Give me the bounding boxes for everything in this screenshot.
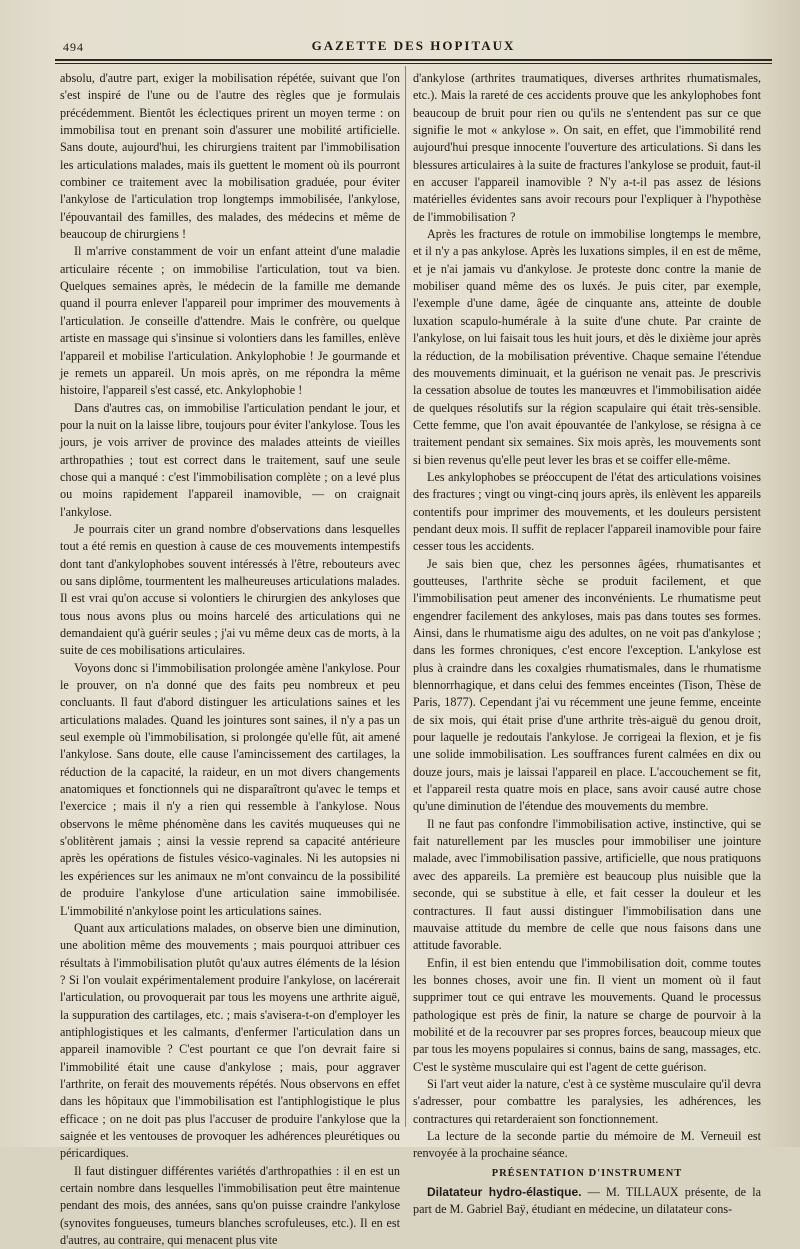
- page-number: 494: [63, 40, 84, 54]
- header-rule: [55, 59, 772, 64]
- paragraph: Il faut distinguer différentes variétés d'arthropathies : il en est un certain nombre dans lesquelles l'immobilisation peut être maintenue pendant des mois, des années, sans qu'on puisse craindre l'ankylose (synovites fongueuses, tumeurs blanches scrofuleuses, etc.). Il en est d'autres, au contraire, qui menacent plus vite: [60, 1163, 400, 1248]
- entry-author: M. TILLAUX: [605, 1185, 679, 1199]
- paragraph: d'ankylose (arthrites traumatiques, diverses arthrites rhumatismales, etc.). Mais la rareté de ces accidents prouve que les ankylophobes font beaucoup de bruit pour rien ou qu'ils ne s'entendent pas sur ce que signifie le mot « ankylose ». On sait, en effet, que l'immobilité rend aujourd'hui presque innocente l'ouverture des articulations. Si dans les blessures articulaires à la suite de fractures l'ankylose se produit, faut-il en accuser l'appareil inamovible ? N'y a-t-il pas assez de lésions matérielles évidentes sans avoir recours pour l'expliquer à l'hypothèse de l'immobilisation ?: [413, 71, 761, 224]
- column-divider: [405, 66, 406, 1127]
- section-heading: PRÉSENTATION D'INSTRUMENT: [491, 1167, 683, 1179]
- paragraph: Je pourrais citer un grand nombre d'observations dans lesquelles tout a été remis en question à cause de ces mouvements intempestifs dont tant d'ankylophobes souvent intéressés à l'être, rebouteurs avec ou sans diplôme, tourmentent les malheureuses articulations malades. Il est vrai qu'on accuse si volontiers le chirurgien des ankyloses que tous nous avons plus ou moins harcelé des articulations qui ne demandaient qu'à guérir seules ; j'ai vu même deux cas de morts, à la suite de ces mobilisations articulaires.: [60, 521, 400, 658]
- entry-text: présente, de la part de M. Gabriel Baÿ, étudiant en médecine, un dilatateur cons-: [413, 1185, 762, 1217]
- paragraph: Après les fractures de rotule on immobilise longtemps le membre, et il n'y a pas ankylose. Après les luxations simples, il en est de même, et je n'ai jamais vu d'ankylose. Je proteste donc contre la manie de mobiliser quand même des os luxés. Je puis citer, par exemple, l'exemple d'une dame, âgée de cinquante ans, atteinte de double luxation scapulo-humérale à la suite d'une chute. Par crainte de l'ankylose, on lui faisait tous les huit jours, et dès le dixième jour après la réduction, de la mobilisation préventive. Chaque semaine l'étendue des mouvements diminuait, et la guérison ne venait pas. Je prescrivis la cessation absolue de toutes les manœuvres et l'immobilisation aidée de quelques résolutifs sur la région scapulaire qui était très-sensible. Cette femme, que l'on avait épouvantée de l'ankylose, se résigna à ce traitement pendant six semaines. Six mois après, les mouvements sont si bien revenus qu'elle peut lever les bras et se coiffer elle-même.: [413, 227, 761, 467]
- paragraph: absolu, d'autre part, exiger la mobilisation répétée, suivant que l'on s'est inspiré de l'une ou de l'autre des règles que je formulais précédemment. Bientôt les éclectiques prirent un moyen terme : on immobilisa tout en prenant soin d'assurer une mobilité artificielle. Sans doute, aujourd'hui, les chirurgiens traitent par l'immobilisation les articulations malades, mais ils guettent le moment où ils pourront combiner ce traitement avec la mobilisation graduée, pour éviter l'ankylose de l'articulation trop longtemps immobilisée, l'ankylose, l'épouvantail des familles, des malades, des médecins et même de beaucoup de chirurgiens !: [60, 71, 400, 242]
- paragraph: Il ne faut pas confondre l'immobilisation active, instinctive, qui se fait naturellement par les muscles pour immobiliser une jointure malade, avec l'immobilisation passive, artificielle, que nous pratiquons avec des appareils. La première est beaucoup plus nuisible que la seconde, qui se substitue à elle, et fait cesser la douleur et les contractures. Il faut aussi distinguer l'immobilisation dans une mauvaise attitude du membre de celle que nous faisons dans une attitude favorable.: [413, 816, 761, 953]
- page-header: [55, 34, 772, 58]
- paragraph: Les ankylophobes se préoccupent de l'état des articulations voisines des fractures ; vingt ou vingt-cinq jours après, ils enlèvent les appareils contentifs pour imprimer des mouvements, et les douleurs persistent pendant deux mois. Il suffit de replacer l'appareil inamovible pour faire cesser tous les accidents.: [413, 469, 761, 554]
- paragraph: La lecture de la seconde partie du mémoire de M. Verneuil est renvoyée à la prochaine séance.: [413, 1128, 761, 1161]
- paragraph: Dans d'autres cas, on immobilise l'articulation pendant le jour, et pour la nuit on la laisse libre, toujours pour éviter l'ankylose. Tous les jours, je vois arriver de province des malades atteints de vieilles arthropathies ; tout est correct dans le traitement, sauf une seule chose qui a manqué : c'est l'immobilisation complète ; on a levé plus ou moins rapidement l'appareil inamovible, — on craignait l'ankylose.: [60, 400, 400, 519]
- paragraph: Il m'arrive constamment de voir un enfant atteint d'une maladie articulaire récente ; on immobilise l'articulation, tout va bien. Quelques semaines après, le médecin de la famille me demande quand il pourra enlever l'appareil pour imprimer des mouvements à l'articulation. Je conseille d'attendre. Mais le confrère, ou quelque artiste en massage qui s'insinue si volontiers dans les familles, enlève l'appareil et mobilise l'articulation. Ankylophobie ! Je gourmande et je remets un appareil. Un mois après, on me répondra la même histoire, l'appareil s'est cassé, etc. Ankylophobie !: [60, 244, 400, 398]
- left-column: [60, 70, 400, 1248]
- paragraph: Si l'art veut aider la nature, c'est à ce système musculaire qu'il devra s'adresser, pour combattre les paralysies, les adhérences, les contractures qui retarderaient son fonctionnement.: [413, 1076, 761, 1126]
- paragraph: Enfin, il est bien entendu que l'immobilisation doit, comme toutes les bonnes choses, avoir une fin. Il vient un moment où il faut supprimer tout ce qui entrave les mouvements. Quand le processus pathologique est près de finir, la nature se charge de pourvoir à la mobilité et de la recouvrer par ses propres forces, beaucoup mieux que par tous les moyens populaires si connus, bains de sang, massages, etc. C'est le système musculaire qui est l'agent de cette guérison.: [413, 955, 761, 1074]
- paragraph: Je sais bien que, chez les personnes âgées, rhumatisantes et goutteuses, l'arthrite sèche se produit facilement, et que l'immobilisation peut amener des inconvénients. Le rhumatisme peut engendrer facilement des ankyloses, mais pas dans toutes ses formes. Ainsi, dans le rhumatisme aigu des adultes, on ne voit pas d'ankylose ; dans les formes chroniques, c'est encore l'exception. L'ankylose est plus à craindre dans les coxalgies rhumatismales, dans le rhumatisme blennorrhagique, et dans celui des femmes enceintes (Tison, Thèse de Paris, 1877). Cependant j'ai vu récemment une jeune femme, enceinte de six mois, qui était prise d'une arthrite très-aiguë du genou droit, pour laquelle je redoutais l'ankylose. Je corrigeai la flexion, et je fis une solide immobilisation. Les souffrances furent calmées en dix ou douze jours, mais je laissai l'appareil en place. L'accouchement se fit, et l'appareil resta quatre mois en place, sans avoir causé autre chose qu'une diminution de l'étendue des mouvements du membre.: [413, 556, 761, 814]
- running-title: GAZETTE DES HOPITAUX: [311, 38, 516, 53]
- entry-title: Dilatateur hydro-élastique.: [427, 1185, 582, 1199]
- paragraph: Voyons donc si l'immobilisation prolongée amène l'ankylose. Pour le prouver, on n'a donné que des faits peu nombreux et peu concluants. Il faut d'abord distinguer les articulations saines et les articulations malades. Quand les jointures sont saines, il n'y a pas un seul exemple où l'immobilisation, si prolongée qu'elle fût, ait amené l'ankylose. Sans doute, elle cause l'amincissement des cartilages, la réduction de la capacité, la raideur, en un mot divers changements anatomiques et fonctionnels qui ne disparaîtront qu'avec le temps et l'exercice ; mais il n'y a rien qui ressemble à l'ankylose. Nous observons le même phénomène dans les cavités muqueuses qui ne s'oblitèrent jamais ; ainsi la vessie reprend sa capacité antérieure après les opérations de fistules vésico-vaginales. Ni les autopsies ni les expériences sur les animaux ne m'ont convaincu de la possibilité de produire l'ankylose d'une articulation saine immobilisée. L'immobilité n'ankylose point les articulations saines.: [60, 660, 400, 918]
- entry-paragraph: Dilatateur hydro-élastique. — M. TILLAUX présente, de la part de M. Gabriel Baÿ, étudiant en médecine, un dilatateur cons-: [413, 1185, 762, 1217]
- paragraph: Quant aux articulations malades, on observe bien une diminution, une abolition même des mouvements ; mais pourquoi attribuer ces résultats à l'immobilisation plutôt qu'aux autres éléments de la lésion ? Si l'on voulait expérimentalement produire l'ankylose, on lacérerait l'articulation, ou provoquerait par tous les moyens une arthrite aiguë, la suppuration des cartilages, etc. ; mais s'avisera-t-on d'employer les antiphlogistiques et les calmants, d'enfermer l'articulation dans un appareil inamovible ? C'est pourtant ce que l'on devrait faire si l'immobilité était une cause d'ankylose ; mais, pour aggraver l'arthrite, on ferait des mouvements répétés. Nous observons en effet dans les hôpitaux que l'immobilisation est l'antiphlogistique le plus efficace ; on ne doit pas plus l'accuser de produire l'ankylose que la saignée et les ventouses de provoquer les adhérences pleurétiques ou péricardiques.: [60, 920, 400, 1161]
- right-column: [413, 70, 762, 1217]
